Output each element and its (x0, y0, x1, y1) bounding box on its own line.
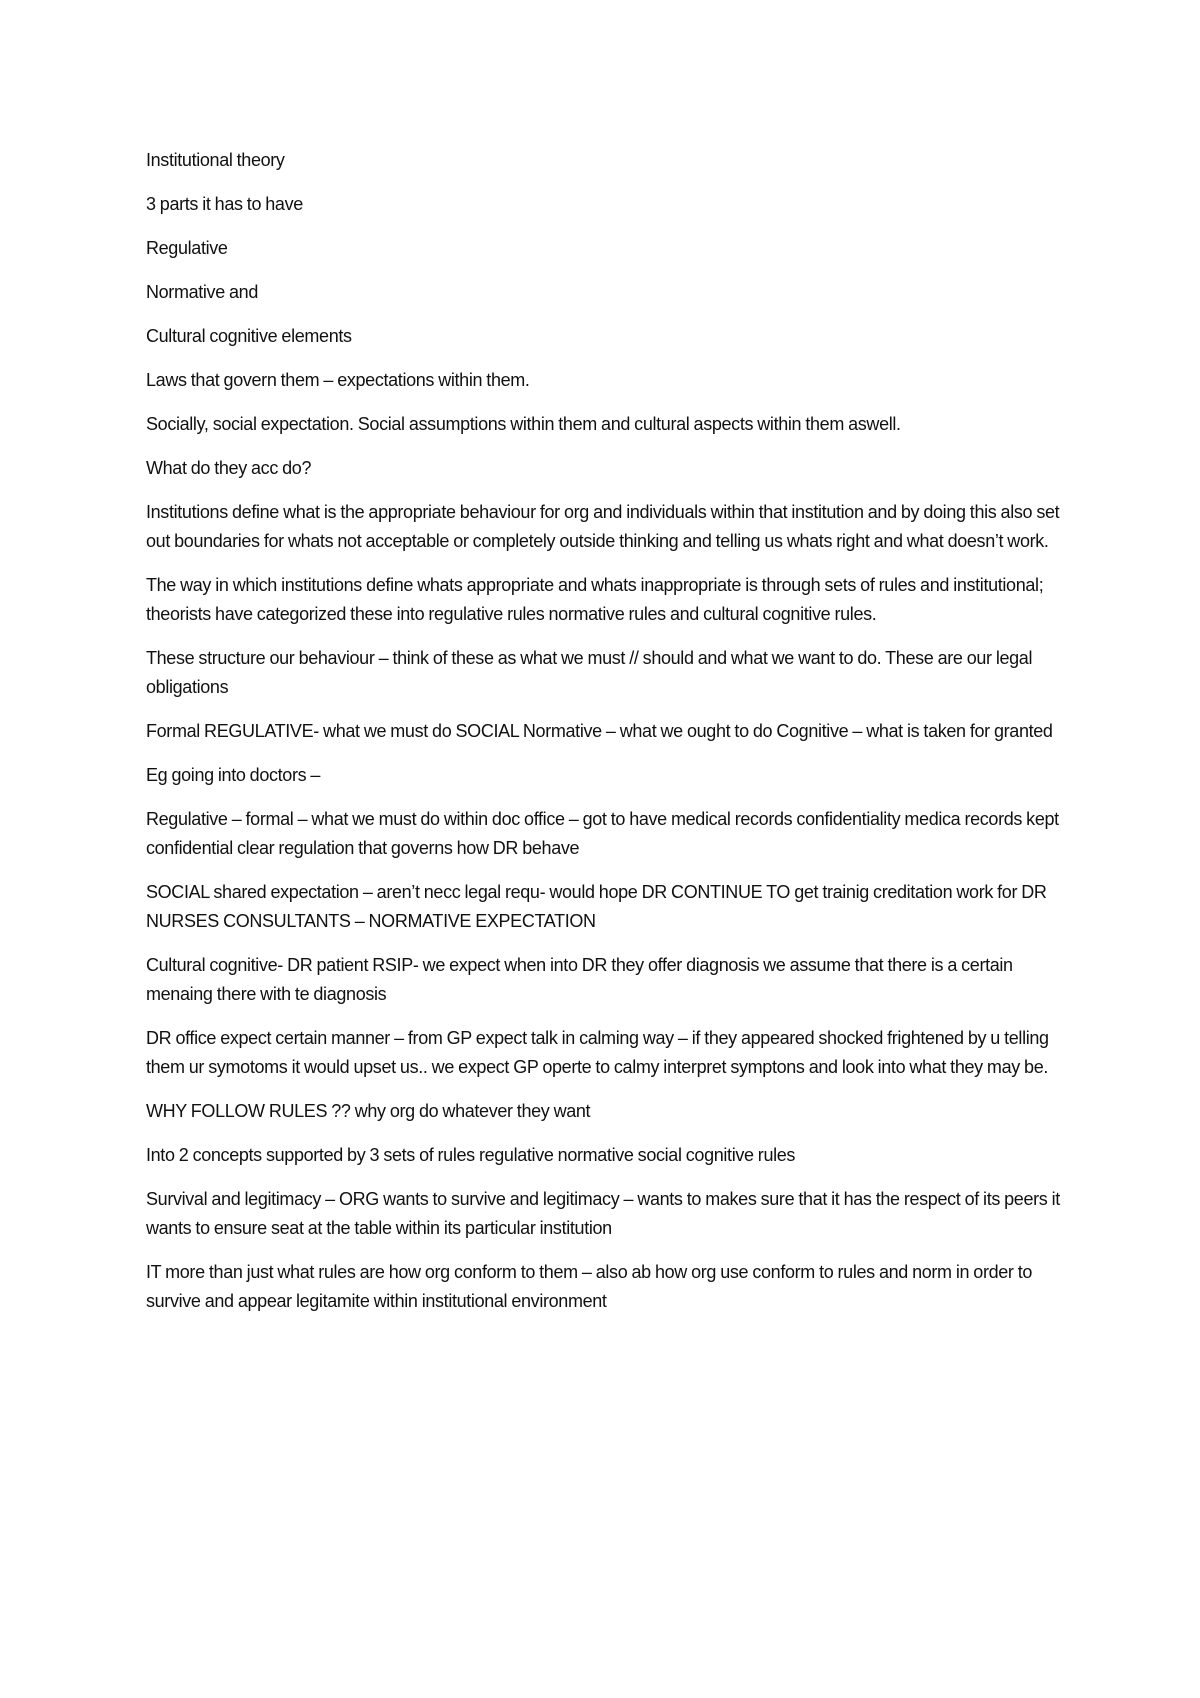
paragraph: Into 2 concepts supported by 3 sets of rules regulative normative social cognitive rules (146, 1145, 796, 1165)
paragraph: SOCIAL shared expectation – aren’t necc legal requ- would hope DR CONTINUE TO get trainig creditation work for DR NURSES CONSULTANTS – NORMATIVE EXPECTATION (146, 882, 1047, 931)
paragraph: Formal REGULATIVE- what we must do SOCIAL Normative – what we ought to do Cognitive – what is taken for granted (146, 721, 1053, 741)
paragraph: Laws that govern them – expectations within them. (146, 370, 530, 390)
document-body (146, 146, 1076, 1331)
paragraph: Institutions define what is the appropriate behaviour for org and individuals within that institution and by doing this also set out boundaries for whats not acceptable or completely outside thinking and telling us whats right and what doesn’t work. (146, 502, 1060, 551)
paragraph: Cultural cognitive elements (146, 326, 352, 346)
paragraph: Regulative (146, 238, 228, 258)
paragraph: Socially, social expectation. Social assumptions within them and cultural aspects within them aswell. (146, 414, 901, 434)
paragraph: Cultural cognitive- DR patient RSIP- we expect when into DR they offer diagnosis we assume that there is a certain menaing there with te diagnosis (146, 955, 1013, 1004)
paragraph: The way in which institutions define whats appropriate and whats inappropriate is through sets of rules and institutional; theorists have categorized these into regulative rules normative rules and cultural cognitive rules. (146, 575, 1044, 624)
paragraph: WHY FOLLOW RULES ?? why org do whatever they want (146, 1101, 591, 1121)
paragraph: Survival and legitimacy – ORG wants to survive and legitimacy – wants to makes sure that it has the respect of its peers it wants to ensure seat at the table within its particular institution (146, 1189, 1060, 1238)
paragraph: These structure our behaviour – think of these as what we must // should and what we want to do. These are our legal obligations (146, 648, 1033, 697)
paragraph: DR office expect certain manner – from GP expect talk in calming way – if they appeared shocked frightened by u telling them ur symotoms it would upset us.. we expect GP operte to calmy interpret symptons and look into what they may be. (146, 1028, 1049, 1077)
paragraph: IT more than just what rules are how org conform to them – also ab how org use conform to rules and norm in order to survive and appear legitamite within institutional environment (146, 1262, 1033, 1311)
paragraph: Normative and (146, 282, 259, 302)
paragraph: Regulative – formal – what we must do within doc office – got to have medical records confidentiality medica records kept confidential clear regulation that governs how DR behave (146, 809, 1059, 858)
paragraph: Eg going into doctors – (146, 765, 321, 785)
paragraph: What do they acc do? (146, 458, 312, 478)
paragraph: 3 parts it has to have (146, 194, 303, 214)
heading-institutional-theory: Institutional theory (146, 150, 285, 170)
